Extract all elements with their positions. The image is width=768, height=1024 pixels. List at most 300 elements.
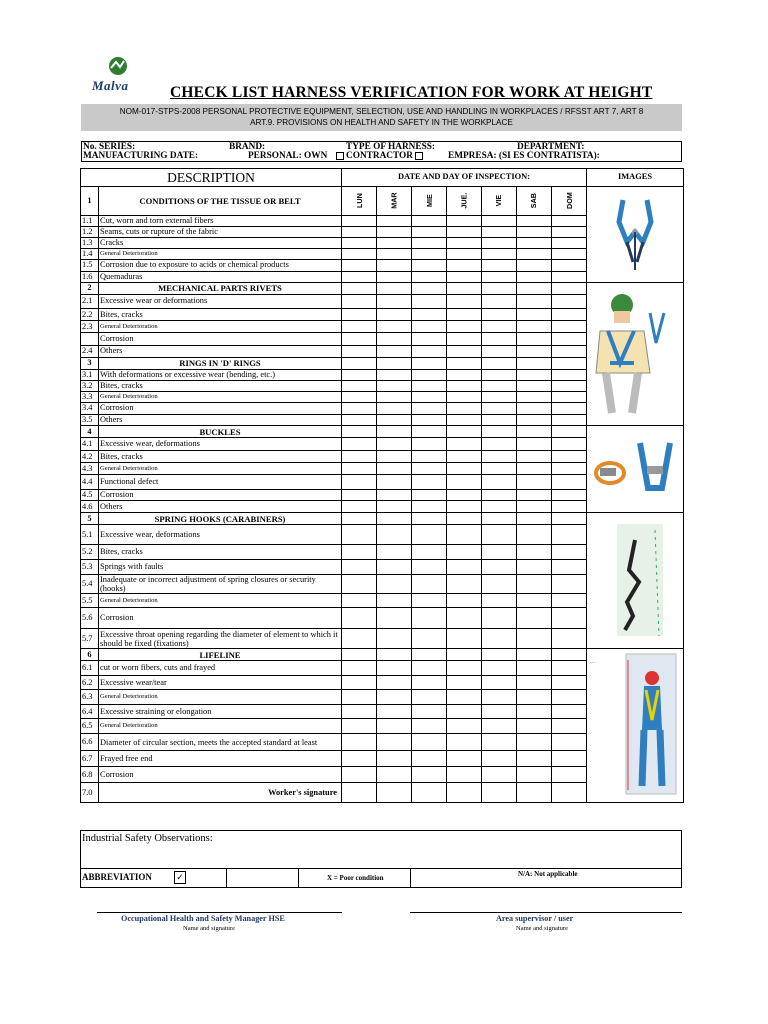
inspection-cell[interactable] [552,426,587,438]
inspection-cell[interactable] [377,295,412,309]
inspection-cell[interactable] [517,238,552,249]
inspection-cell[interactable] [552,391,587,402]
inspection-cell[interactable] [517,463,552,475]
inspection-cell[interactable] [342,719,377,734]
inspection-cell[interactable] [517,295,552,309]
inspection-cell[interactable] [552,767,587,783]
inspection-cell[interactable] [377,649,412,661]
inspection-cell[interactable] [482,545,517,560]
inspection-cell[interactable] [517,734,552,751]
inspection-cell[interactable] [342,594,377,608]
inspection-cell[interactable] [377,705,412,719]
inspection-cell[interactable] [517,475,552,490]
inspection-cell[interactable] [447,629,482,649]
inspection-cell[interactable] [447,295,482,309]
inspection-cell[interactable] [517,260,552,272]
inspection-cell[interactable] [342,676,377,690]
inspection-cell[interactable] [447,734,482,751]
inspection-cell[interactable] [517,629,552,649]
inspection-cell[interactable] [342,369,377,380]
inspection-cell[interactable] [517,369,552,380]
inspection-cell[interactable] [377,272,412,283]
inspection-cell[interactable] [517,249,552,260]
inspection-cell[interactable] [482,403,517,415]
inspection-cell[interactable] [482,260,517,272]
inspection-cell[interactable] [517,227,552,238]
inspection-cell[interactable] [342,238,377,249]
inspection-cell[interactable] [377,438,412,451]
inspection-cell[interactable] [517,391,552,402]
inspection-cell[interactable] [517,283,552,295]
inspection-cell[interactable] [412,490,447,501]
inspection-cell[interactable] [552,216,587,227]
inspection-cell[interactable] [342,380,377,391]
inspection-cell[interactable] [412,380,447,391]
inspection-cell[interactable] [552,501,587,513]
inspection-cell[interactable] [342,513,377,525]
inspection-cell[interactable] [447,283,482,295]
supervisor-signature-line[interactable] [410,912,682,913]
inspection-cell[interactable] [377,575,412,594]
inspection-cell[interactable] [552,525,587,545]
inspection-cell[interactable] [412,438,447,451]
inspection-cell[interactable] [517,545,552,560]
inspection-cell[interactable] [377,719,412,734]
inspection-cell[interactable] [482,705,517,719]
inspection-cell[interactable] [377,629,412,649]
inspection-cell[interactable] [412,513,447,525]
inspection-cell[interactable] [482,295,517,309]
inspection-cell[interactable] [412,309,447,321]
inspection-cell[interactable] [342,475,377,490]
inspection-cell[interactable] [482,501,517,513]
inspection-cell[interactable] [412,345,447,357]
inspection-cell[interactable] [342,705,377,719]
inspection-cell[interactable] [482,283,517,295]
inspection-cell[interactable] [482,451,517,463]
inspection-cell[interactable] [412,608,447,629]
inspection-cell[interactable] [517,575,552,594]
inspection-cell[interactable] [552,380,587,391]
inspection-cell[interactable] [342,608,377,629]
inspection-cell[interactable] [447,321,482,333]
inspection-cell[interactable] [412,295,447,309]
inspection-cell[interactable] [447,676,482,690]
inspection-cell[interactable] [447,608,482,629]
inspection-cell[interactable] [377,501,412,513]
inspection-cell[interactable] [447,357,482,369]
inspection-cell[interactable] [377,249,412,260]
inspection-cell[interactable] [447,369,482,380]
inspection-cell[interactable] [552,545,587,560]
inspection-cell[interactable] [377,309,412,321]
inspection-cell[interactable] [552,594,587,608]
inspection-cell[interactable] [412,475,447,490]
inspection-cell[interactable] [517,216,552,227]
signature-cell[interactable] [482,783,517,803]
inspection-cell[interactable] [482,513,517,525]
signature-cell[interactable] [447,783,482,803]
inspection-cell[interactable] [342,501,377,513]
inspection-cell[interactable] [517,403,552,415]
inspection-cell[interactable] [517,751,552,767]
inspection-cell[interactable] [447,415,482,426]
inspection-cell[interactable] [552,513,587,525]
inspection-cell[interactable] [412,575,447,594]
inspection-cell[interactable] [342,751,377,767]
inspection-cell[interactable] [517,501,552,513]
hse-signature-line[interactable] [97,912,342,913]
inspection-cell[interactable] [412,734,447,751]
inspection-cell[interactable] [447,260,482,272]
inspection-cell[interactable] [412,649,447,661]
inspection-cell[interactable] [412,676,447,690]
inspection-cell[interactable] [517,415,552,426]
inspection-cell[interactable] [517,608,552,629]
inspection-cell[interactable] [552,463,587,475]
inspection-cell[interactable] [342,661,377,676]
inspection-cell[interactable] [342,690,377,705]
inspection-cell[interactable] [412,751,447,767]
inspection-cell[interactable] [377,751,412,767]
contractor-checkbox[interactable] [415,152,423,160]
inspection-cell[interactable] [377,690,412,705]
inspection-cell[interactable] [342,283,377,295]
inspection-cell[interactable] [482,321,517,333]
inspection-cell[interactable] [552,575,587,594]
inspection-cell[interactable] [342,227,377,238]
inspection-cell[interactable] [447,719,482,734]
inspection-cell[interactable] [482,369,517,380]
inspection-cell[interactable] [377,594,412,608]
inspection-cell[interactable] [377,333,412,345]
inspection-cell[interactable] [517,525,552,545]
signature-cell[interactable] [377,783,412,803]
inspection-cell[interactable] [342,426,377,438]
signature-cell[interactable] [517,783,552,803]
inspection-cell[interactable] [482,272,517,283]
inspection-cell[interactable] [447,438,482,451]
inspection-cell[interactable] [377,357,412,369]
inspection-cell[interactable] [552,415,587,426]
inspection-cell[interactable] [342,391,377,402]
inspection-cell[interactable] [482,438,517,451]
inspection-cell[interactable] [517,451,552,463]
inspection-cell[interactable] [552,608,587,629]
inspection-cell[interactable] [552,333,587,345]
inspection-cell[interactable] [412,463,447,475]
inspection-cell[interactable] [482,216,517,227]
inspection-cell[interactable] [447,426,482,438]
inspection-cell[interactable] [552,560,587,575]
inspection-cell[interactable] [552,357,587,369]
inspection-cell[interactable] [447,227,482,238]
inspection-cell[interactable] [342,249,377,260]
inspection-cell[interactable] [412,767,447,783]
inspection-cell[interactable] [412,629,447,649]
inspection-cell[interactable] [447,216,482,227]
inspection-cell[interactable] [517,767,552,783]
inspection-cell[interactable] [447,249,482,260]
inspection-cell[interactable] [552,403,587,415]
signature-cell[interactable] [342,783,377,803]
inspection-cell[interactable] [482,463,517,475]
inspection-cell[interactable] [377,451,412,463]
inspection-cell[interactable] [517,380,552,391]
inspection-cell[interactable] [447,451,482,463]
inspection-cell[interactable] [552,751,587,767]
inspection-cell[interactable] [552,309,587,321]
inspection-cell[interactable] [412,260,447,272]
inspection-cell[interactable] [482,649,517,661]
inspection-cell[interactable] [377,545,412,560]
inspection-cell[interactable] [342,309,377,321]
inspection-cell[interactable] [482,629,517,649]
signature-cell[interactable] [412,783,447,803]
inspection-cell[interactable] [517,705,552,719]
inspection-cell[interactable] [447,475,482,490]
inspection-cell[interactable] [482,661,517,676]
inspection-cell[interactable] [412,403,447,415]
inspection-cell[interactable] [447,751,482,767]
inspection-cell[interactable] [342,321,377,333]
inspection-cell[interactable] [342,560,377,575]
inspection-cell[interactable] [377,734,412,751]
inspection-cell[interactable] [482,690,517,705]
inspection-cell[interactable] [412,426,447,438]
inspection-cell[interactable] [482,475,517,490]
inspection-cell[interactable] [342,345,377,357]
inspection-cell[interactable] [482,734,517,751]
inspection-cell[interactable] [517,513,552,525]
inspection-cell[interactable] [412,333,447,345]
inspection-cell[interactable] [412,451,447,463]
inspection-cell[interactable] [482,525,517,545]
inspection-cell[interactable] [517,490,552,501]
inspection-cell[interactable] [447,345,482,357]
inspection-cell[interactable] [552,475,587,490]
inspection-cell[interactable] [412,719,447,734]
inspection-cell[interactable] [377,403,412,415]
inspection-cell[interactable] [377,227,412,238]
inspection-cell[interactable] [552,238,587,249]
inspection-cell[interactable] [412,272,447,283]
inspection-cell[interactable] [377,345,412,357]
inspection-cell[interactable] [342,333,377,345]
inspection-cell[interactable] [517,690,552,705]
inspection-cell[interactable] [377,676,412,690]
inspection-cell[interactable] [377,321,412,333]
inspection-cell[interactable] [447,594,482,608]
inspection-cell[interactable] [377,475,412,490]
inspection-cell[interactable] [517,345,552,357]
inspection-cell[interactable] [412,216,447,227]
inspection-cell[interactable] [552,260,587,272]
inspection-cell[interactable] [517,426,552,438]
inspection-cell[interactable] [447,661,482,676]
inspection-cell[interactable] [412,249,447,260]
inspection-cell[interactable] [447,238,482,249]
signature-cell[interactable] [552,783,587,803]
inspection-cell[interactable] [342,525,377,545]
inspection-cell[interactable] [377,661,412,676]
inspection-cell[interactable] [552,249,587,260]
inspection-cell[interactable] [342,403,377,415]
inspection-cell[interactable] [342,490,377,501]
inspection-cell[interactable] [412,545,447,560]
inspection-cell[interactable] [482,426,517,438]
inspection-cell[interactable] [447,513,482,525]
inspection-cell[interactable] [342,629,377,649]
inspection-cell[interactable] [482,608,517,629]
inspection-cell[interactable] [482,676,517,690]
inspection-cell[interactable] [447,545,482,560]
inspection-cell[interactable] [342,734,377,751]
inspection-cell[interactable] [447,463,482,475]
inspection-cell[interactable] [377,283,412,295]
inspection-cell[interactable] [342,216,377,227]
inspection-cell[interactable] [482,560,517,575]
inspection-cell[interactable] [342,575,377,594]
inspection-cell[interactable] [377,216,412,227]
inspection-cell[interactable] [482,391,517,402]
inspection-cell[interactable] [517,676,552,690]
inspection-cell[interactable] [447,560,482,575]
inspection-cell[interactable] [517,272,552,283]
inspection-cell[interactable] [517,438,552,451]
inspection-cell[interactable] [552,661,587,676]
inspection-cell[interactable] [342,272,377,283]
inspection-cell[interactable] [447,272,482,283]
inspection-cell[interactable] [377,369,412,380]
inspection-cell[interactable] [552,734,587,751]
inspection-cell[interactable] [377,415,412,426]
inspection-cell[interactable] [517,594,552,608]
inspection-cell[interactable] [552,438,587,451]
inspection-cell[interactable] [552,272,587,283]
inspection-cell[interactable] [447,690,482,705]
inspection-cell[interactable] [412,560,447,575]
inspection-cell[interactable] [517,661,552,676]
inspection-cell[interactable] [447,649,482,661]
inspection-cell[interactable] [377,490,412,501]
inspection-cell[interactable] [482,309,517,321]
inspection-cell[interactable] [517,649,552,661]
own-checkbox[interactable] [336,152,344,160]
inspection-cell[interactable] [552,295,587,309]
inspection-cell[interactable] [377,767,412,783]
inspection-cell[interactable] [552,629,587,649]
inspection-cell[interactable] [447,575,482,594]
inspection-cell[interactable] [517,357,552,369]
inspection-cell[interactable] [447,403,482,415]
inspection-cell[interactable] [447,705,482,719]
inspection-cell[interactable] [482,333,517,345]
inspection-cell[interactable] [482,575,517,594]
inspection-cell[interactable] [412,661,447,676]
inspection-cell[interactable] [377,380,412,391]
inspection-cell[interactable] [342,438,377,451]
inspection-cell[interactable] [447,391,482,402]
inspection-cell[interactable] [552,690,587,705]
inspection-cell[interactable] [447,501,482,513]
inspection-cell[interactable] [517,560,552,575]
inspection-cell[interactable] [342,295,377,309]
inspection-cell[interactable] [482,594,517,608]
inspection-cell[interactable] [447,525,482,545]
inspection-cell[interactable] [342,357,377,369]
inspection-cell[interactable] [447,309,482,321]
inspection-cell[interactable] [517,333,552,345]
inspection-cell[interactable] [482,490,517,501]
inspection-cell[interactable] [482,357,517,369]
inspection-cell[interactable] [377,426,412,438]
inspection-cell[interactable] [377,560,412,575]
inspection-cell[interactable] [482,751,517,767]
inspection-cell[interactable] [482,249,517,260]
inspection-cell[interactable] [482,380,517,391]
inspection-cell[interactable] [482,238,517,249]
inspection-cell[interactable] [552,676,587,690]
inspection-cell[interactable] [342,415,377,426]
inspection-cell[interactable] [342,260,377,272]
inspection-cell[interactable] [412,594,447,608]
inspection-cell[interactable] [482,227,517,238]
inspection-cell[interactable] [552,321,587,333]
inspection-cell[interactable] [482,345,517,357]
inspection-cell[interactable] [552,719,587,734]
inspection-cell[interactable] [447,333,482,345]
inspection-cell[interactable] [552,705,587,719]
inspection-cell[interactable] [447,490,482,501]
inspection-cell[interactable] [377,525,412,545]
inspection-cell[interactable] [412,369,447,380]
observations-box[interactable] [80,830,682,869]
inspection-cell[interactable] [517,719,552,734]
inspection-cell[interactable] [412,690,447,705]
inspection-cell[interactable] [412,525,447,545]
inspection-cell[interactable] [377,608,412,629]
inspection-cell[interactable] [342,463,377,475]
inspection-cell[interactable] [447,380,482,391]
inspection-cell[interactable] [377,238,412,249]
inspection-cell[interactable] [412,357,447,369]
inspection-cell[interactable] [342,545,377,560]
inspection-cell[interactable] [517,309,552,321]
inspection-cell[interactable] [412,415,447,426]
inspection-cell[interactable] [412,227,447,238]
inspection-cell[interactable] [552,227,587,238]
inspection-cell[interactable] [552,490,587,501]
inspection-cell[interactable] [412,238,447,249]
inspection-cell[interactable] [412,391,447,402]
inspection-cell[interactable] [412,501,447,513]
inspection-cell[interactable] [412,321,447,333]
inspection-cell[interactable] [517,321,552,333]
inspection-cell[interactable] [552,451,587,463]
inspection-cell[interactable] [377,260,412,272]
inspection-cell[interactable] [482,767,517,783]
inspection-cell[interactable] [552,283,587,295]
inspection-cell[interactable] [377,391,412,402]
inspection-cell[interactable] [342,649,377,661]
inspection-cell[interactable] [552,345,587,357]
inspection-cell[interactable] [482,719,517,734]
inspection-cell[interactable] [342,767,377,783]
inspection-cell[interactable] [552,369,587,380]
inspection-cell[interactable] [377,513,412,525]
inspection-cell[interactable] [377,463,412,475]
